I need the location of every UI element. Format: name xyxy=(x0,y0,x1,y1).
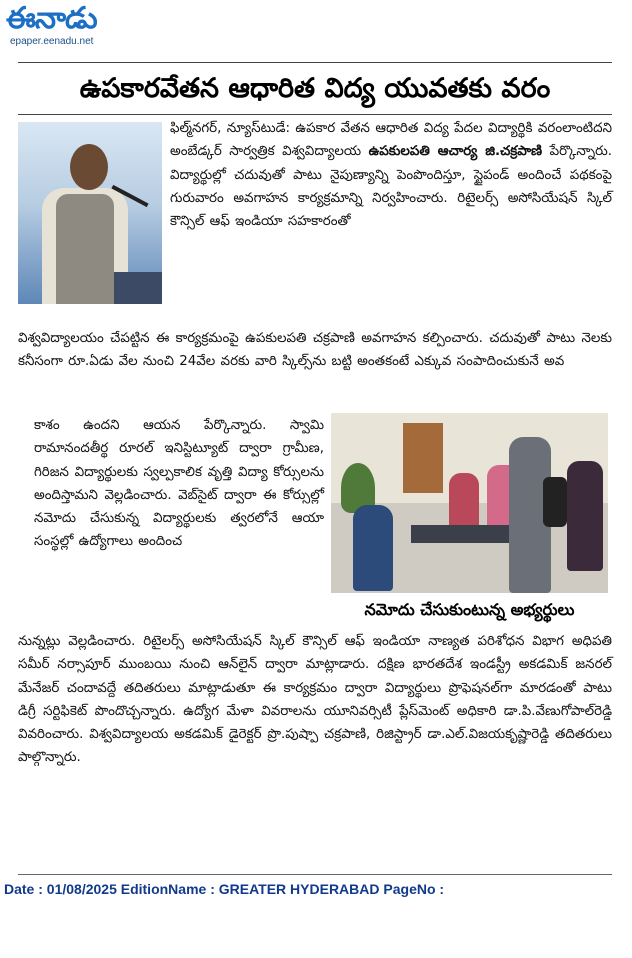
footer-divider xyxy=(18,874,612,875)
podium xyxy=(114,272,162,304)
headline-divider xyxy=(18,114,612,115)
speaker-vest xyxy=(56,194,114,304)
student-figure xyxy=(567,461,603,571)
top-divider xyxy=(18,62,612,63)
article-paragraph-2: విశ్వవిద్యాలయం చేపట్టిన ఈ కార్యక్రమంపై ఉపకులపతి చక్రపాణి అవగాహన కల్పించారు. చదువుతో పాటు నెలకు కనీసంగా రూ.ఏడు వేల నుంచి 24వేల వరకు వారి స్కిల్స్‌ను బట్టి అంతకంటే ఎక్కువ సంపాదించుకునే అవ xyxy=(18,331,612,370)
student-figure xyxy=(353,505,393,591)
students-registering-photo xyxy=(331,413,608,593)
para1-rest: పేర్కొన్నారు. విద్యార్థుల్లో చదువుతో పాటు నైపుణ్యాన్ని పెంపొందిస్తూ, స్టైపండ్ అందించే పథకంపై గురువారం అవగాహన కార్యక్రమాన్ని నిర్వహించారు. రిటైలర్స్ అసోసియేషన్ స్కిల్ కౌన్సిల్ ఆఫ్ ఇండియా సహకారంతో xyxy=(170,144,612,230)
article-paragraph-4: నున్నట్లు వెల్లడించారు. రిటైలర్స్ అసోసియేషన్ స్కిల్ కౌన్సిల్ ఆఫ్ ఇండియా నాణ్యత పరిశోధన విభాగ అధిపతి సమీర్ నర్సాపూర్ ముంబయి నుంచి ఆన్‌లైన్ ద్వారా మాట్లాడారు. దక్షిణ భారతదేశ ఇండస్ట్రీ అకడమిక్ జనరల్ మేనేజర్ చందావద్దే తదితరులు మాట్లాడుతూ ఈ కార్యక్రమం ద్వారా విద్యార్థులు ప్రొఫెషనల్‌గా మారడంతో పాటు డిగ్రీ సర్టిఫికెట్ పొందొచ్చన్నారు. ఉద్యోగ మేళా వివరాలను యూనివర్సిటీ ప్లేస్‌మెంట్ అధికారి డా.పి.వేణుగోపాల్‌రెడ్డి వివరించారు. విశ్వవిద్యాలయ అకడమిక్ డైరెక్టర్ ప్రొ.పుష్పా చక్రపాణి, రిజిస్ట్రార్ డా.ఎల్.విజయకృష్ణారెడ్డి తదితరులు పాల్గొన్నారు. xyxy=(18,634,612,766)
edition-footer: Date : 01/08/2025 EditionName : GREATER HYDERABAD PageNo : xyxy=(4,881,445,897)
backpack xyxy=(543,477,567,527)
eenadu-logo: ఈనాడు xyxy=(6,1,97,36)
article-headline: ఉపకారవేతన ఆధారిత విద్య యువతకు వరం xyxy=(79,73,551,104)
speaker-head xyxy=(70,144,108,190)
article-paragraph-3: కాశం ఉందని ఆయన పేర్కొన్నారు. స్వామి రామానందతీర్థ రూరల్ ఇనిస్టిట్యూట్ ద్వారా గ్రామీణ, గిరిజన విద్యార్థులకు స్వల్పకాలిక వృత్తి విద్యా కోర్సులను అందిస్తామని వెల్లడించారు. వెబ్‌సైట్ ద్వారా ఈ కోర్సుల్లో నమోదు చేసుకున్న విద్యార్థులకు త్వరలోనే ఆయా సంస్థల్లో ఉద్యోగాలు అందించ xyxy=(34,418,324,550)
para1-intro: ఫిల్మ్‌నగర్, న్యూస్‌టుడే: ఉపకార వేతన ఆధారిత విద్య పేదల విద్యార్థికి వరంలాంటిదని అంబేడ్కర్ సార్వత్రిక విశ్వవిద్యాలయ xyxy=(170,121,612,160)
masthead xyxy=(6,2,146,54)
student-figure xyxy=(449,473,479,533)
photo-door xyxy=(403,423,443,493)
speaker-photo xyxy=(18,122,162,304)
photo-caption: నమోదు చేసుకుంటున్న అభ్యర్థులు xyxy=(364,600,575,619)
article-paragraph-1 xyxy=(170,117,612,233)
vice-chancellor-name: ఉపకులపతి ఆచార్య జి.చక్రపాణి xyxy=(368,144,543,160)
epaper-url: epaper.eenadu.net xyxy=(10,36,94,47)
